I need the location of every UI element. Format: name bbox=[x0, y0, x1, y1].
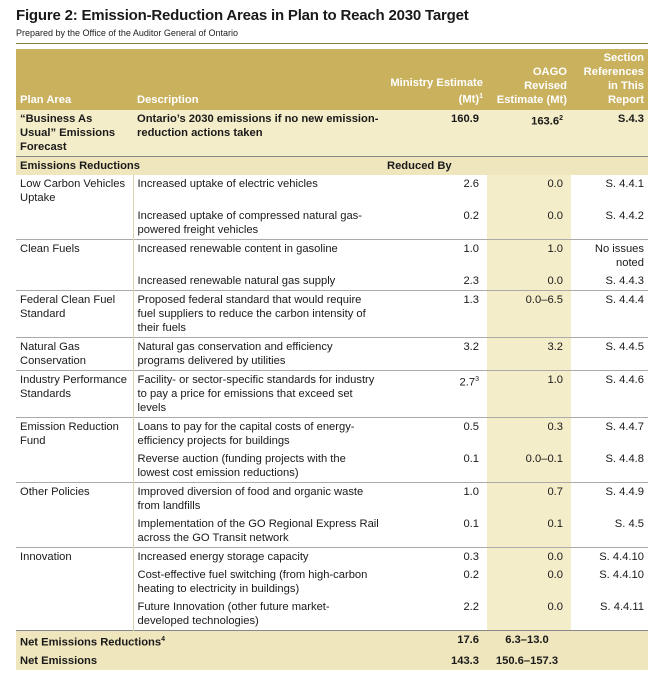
row-oago: 0.3 bbox=[487, 418, 571, 451]
row-oago: 0.1 bbox=[487, 515, 571, 548]
net-emissions-oago: 150.6–157.3 bbox=[487, 652, 571, 670]
row-oago: 3.2 bbox=[487, 338, 571, 371]
table-row bbox=[16, 515, 648, 548]
row-ministry: 1.0 bbox=[383, 483, 487, 516]
row-ministry: 2.6 bbox=[463, 178, 479, 190]
row-oago: 0.7 bbox=[487, 483, 571, 516]
row-description: Reverse auction (funding projects with the lowest cost emission reductions) bbox=[133, 450, 383, 483]
row-area bbox=[16, 450, 133, 483]
bau-ministry: 160.9 bbox=[383, 110, 487, 157]
emission-reduction-table bbox=[16, 49, 648, 670]
table-row bbox=[16, 338, 648, 371]
table-row bbox=[16, 598, 648, 631]
bau-area: “Business As Usual” Emissions Forecast bbox=[16, 110, 133, 157]
net-reductions-blank bbox=[571, 631, 648, 652]
section-blank-ref bbox=[571, 157, 648, 176]
header-section: Section References in This Report bbox=[571, 49, 648, 110]
row-ref: S. 4.4.10 bbox=[571, 548, 648, 567]
row-description: Cost-effective fuel switching (from high-carbon heating to electricity in buildings) bbox=[133, 566, 383, 598]
row-description: Increased uptake of compressed natural gas-powered freight vehicles bbox=[133, 207, 383, 240]
header-oago: OAGO Revised Estimate (Mt) bbox=[487, 49, 571, 110]
row-area: Natural Gas Conservation bbox=[16, 338, 133, 371]
row-ministry: 3.2 bbox=[383, 338, 487, 371]
row-area: Low Carbon Vehicles Uptake bbox=[20, 178, 126, 204]
row-description: Increased energy storage capacity bbox=[133, 548, 383, 567]
header-row bbox=[16, 49, 648, 110]
row-description: Increased uptake of electric vehicles bbox=[133, 175, 383, 207]
bau-row bbox=[16, 110, 648, 157]
row-description: Increased renewable natural gas supply bbox=[133, 272, 383, 291]
row-area: Clean Fuels bbox=[16, 240, 133, 273]
row-ministry: 0.2 bbox=[463, 210, 479, 222]
title-rule bbox=[16, 43, 648, 44]
table-row bbox=[16, 240, 648, 273]
row-ministry: 0.5 bbox=[383, 418, 487, 451]
figure-subtitle: Prepared by the Office of the Auditor General of Ontario bbox=[16, 28, 238, 38]
row-ref: S. 4.4.9 bbox=[571, 483, 648, 516]
section-label: Emissions Reductions bbox=[16, 157, 383, 176]
net-reductions-label: Net Emissions Reductions$^4$ bbox=[16, 631, 383, 652]
row-ministry: 1.0 bbox=[383, 240, 487, 273]
row-area: Federal Clean Fuel Standard bbox=[16, 291, 133, 338]
row-oago: 1.0 bbox=[487, 371, 571, 418]
row-description: Increased renewable content in gasoline bbox=[133, 240, 383, 273]
table-row bbox=[16, 207, 648, 240]
table-row bbox=[16, 272, 648, 291]
table-row bbox=[16, 175, 648, 207]
row-area bbox=[16, 207, 133, 240]
row-ref: S. 4.4.4 bbox=[571, 291, 648, 338]
row-area bbox=[16, 598, 133, 631]
row-oago: 0.0 bbox=[487, 548, 571, 567]
row-ref: S. 4.4.5 bbox=[571, 338, 648, 371]
table-row bbox=[16, 483, 648, 516]
bau-description: Ontario’s 2030 emissions if no new emission-reduction actions taken bbox=[133, 110, 383, 157]
table-row bbox=[16, 371, 648, 418]
row-area: Industry Performance Standards bbox=[16, 371, 133, 418]
reduced-by-label: Reduced By bbox=[383, 157, 487, 176]
row-ministry: 0.1 bbox=[463, 518, 479, 530]
row-oago: 0.0–0.1 bbox=[487, 450, 571, 483]
row-ref: S. 4.4.3 bbox=[605, 275, 644, 287]
row-ref: S. 4.4.8 bbox=[605, 453, 644, 465]
row-ref: S. 4.4.7 bbox=[571, 418, 648, 451]
row-ref: No issues noted bbox=[571, 240, 648, 273]
row-oago: 0.0 bbox=[487, 272, 571, 291]
row-ministry: 0.1 bbox=[463, 453, 479, 465]
net-emissions-blank bbox=[571, 652, 648, 670]
row-ref: S. 4.4.6 bbox=[571, 371, 648, 418]
row-oago: 0.0 bbox=[487, 566, 571, 598]
row-ministry: 2.3 bbox=[463, 275, 479, 287]
row-description: Facility- or sector-specific standards for industry to pay a price for emissions that exceed set levels bbox=[133, 371, 383, 418]
row-description: Loans to pay for the capital costs of energy-efficiency projects for buildings bbox=[133, 418, 383, 451]
row-ref: S. 4.4.1 bbox=[605, 178, 644, 190]
figure-title: Figure 2: Emission-Reduction Areas in Plan to Reach 2030 Target bbox=[16, 7, 469, 24]
row-ref: S. 4.4.10 bbox=[599, 569, 644, 581]
net-reductions-oago: 6.3–13.0 bbox=[487, 631, 571, 652]
section-row bbox=[16, 157, 648, 176]
row-area: Emission Reduction Fund bbox=[16, 418, 133, 451]
row-description: Natural gas conservation and efficiency programs delivered by utilities bbox=[133, 338, 383, 371]
row-ref: S. 4.4.11 bbox=[600, 601, 644, 613]
table-row bbox=[16, 548, 648, 567]
header-ministry: Ministry Estimate $(Mt)^1$ bbox=[383, 49, 487, 110]
row-description: Proposed federal standard that would require fuel suppliers to reduce the carbon intensity of their fuels bbox=[133, 291, 383, 338]
bau-oago: 163.6$^2$ bbox=[487, 110, 571, 157]
net-emissions-ministry: 143.3 bbox=[383, 652, 487, 670]
net-reductions-row bbox=[16, 631, 648, 652]
table-row bbox=[16, 566, 648, 598]
section-blank bbox=[487, 157, 571, 176]
header-description: Description bbox=[133, 49, 383, 110]
row-oago: 0.0–6.5 bbox=[487, 291, 571, 338]
row-area: Other Policies bbox=[16, 483, 133, 516]
row-description: Implementation of the GO Regional Express Rail across the GO Transit network bbox=[133, 515, 383, 548]
table-row bbox=[16, 450, 648, 483]
row-ref: S. 4.4.2 bbox=[605, 210, 644, 222]
row-ref: S. 4.5 bbox=[614, 518, 644, 530]
row-oago: 1.0 bbox=[487, 240, 571, 273]
row-ministry: 0.3 bbox=[383, 548, 487, 567]
table-row bbox=[16, 418, 648, 451]
row-area: Innovation bbox=[16, 548, 133, 567]
net-emissions-label: Net Emissions bbox=[16, 652, 383, 670]
row-area bbox=[16, 566, 133, 598]
header-plan-area: Plan Area bbox=[16, 49, 133, 110]
bau-ref: S.4.3 bbox=[571, 110, 648, 157]
row-ministry: 2.2 bbox=[463, 601, 479, 613]
row-area bbox=[16, 272, 133, 291]
row-ministry: $2.7^3$ bbox=[383, 371, 487, 418]
row-ministry: 1.3 bbox=[383, 291, 487, 338]
net-emissions-row bbox=[16, 652, 648, 670]
row-oago: 0.0 bbox=[487, 598, 571, 631]
row-description: Future Innovation (other future market-developed technologies) bbox=[133, 598, 383, 631]
row-area bbox=[16, 515, 133, 548]
row-ministry: 0.2 bbox=[463, 569, 479, 581]
table-row bbox=[16, 291, 648, 338]
net-reductions-ministry: 17.6 bbox=[383, 631, 487, 652]
row-description: Improved diversion of food and organic waste from landfills bbox=[133, 483, 383, 516]
row-oago: 0.0 bbox=[487, 207, 571, 240]
row-oago: 0.0 bbox=[487, 175, 571, 207]
